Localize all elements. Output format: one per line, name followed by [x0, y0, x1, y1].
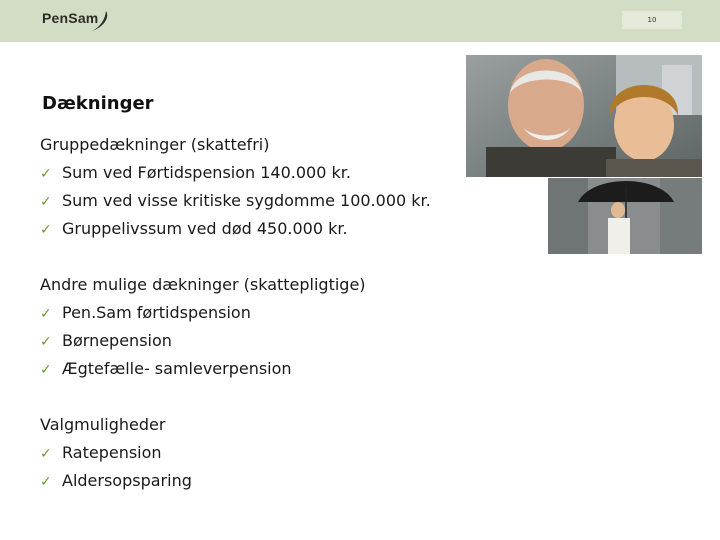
- checkmark-icon: ✓: [40, 194, 52, 210]
- checkmark-icon: ✓: [40, 222, 52, 238]
- list-item: [40, 359, 292, 378]
- list-item: [40, 163, 351, 182]
- list-item: [40, 471, 192, 490]
- checkmark-icon: ✓: [40, 306, 52, 322]
- list-item: [40, 303, 251, 322]
- list-item-label: Gruppelivssum ved død 450.000 kr.: [62, 219, 348, 238]
- list-item: [40, 443, 162, 462]
- checkmark-icon: ✓: [40, 334, 52, 350]
- pensam-logo: PenSam: [42, 10, 99, 26]
- logo-swoosh-icon: [88, 9, 114, 35]
- checkmark-icon: ✓: [40, 446, 52, 462]
- list-item-label: Aldersopsparing: [62, 471, 192, 490]
- page-number: 10: [622, 11, 682, 29]
- section-heading: Gruppedækninger (skattefri): [40, 135, 270, 154]
- section-heading: Andre mulige dækninger (skattepligtige): [40, 275, 366, 294]
- list-item: [40, 219, 348, 238]
- page-title: Dækninger: [42, 93, 154, 114]
- checkmark-icon: ✓: [40, 166, 52, 182]
- list-item-label: Sum ved visse kritiske sygdomme 100.000 kr.: [62, 191, 431, 210]
- list-item-label: Ratepension: [62, 443, 162, 462]
- list-item-label: Børnepension: [62, 331, 172, 350]
- list-item: [40, 191, 431, 210]
- list-item-label: Sum ved Førtidspension 140.000 kr.: [62, 163, 351, 182]
- header-bar: [0, 0, 720, 42]
- list-item-label: Ægtefælle- samleverpension: [62, 359, 292, 378]
- list-item-label: Pen.Sam førtidspension: [62, 303, 251, 322]
- photo-woman-umbrella: [548, 178, 702, 254]
- photo-grandfather-grandson: [466, 55, 702, 177]
- checkmark-icon: ✓: [40, 362, 52, 378]
- section-heading: Valgmuligheder: [40, 415, 166, 434]
- list-item: [40, 331, 172, 350]
- checkmark-icon: ✓: [40, 474, 52, 490]
